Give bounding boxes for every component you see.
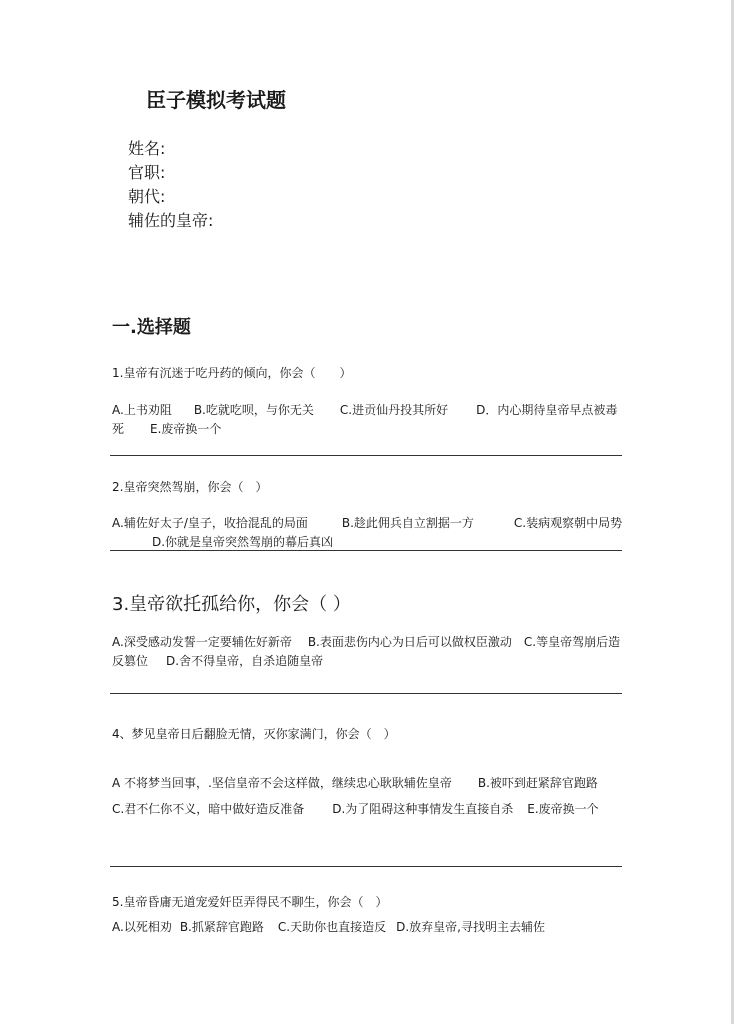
name-field-label: 姓名: [128, 139, 166, 158]
q3-option-b[interactable]: B.表面悲伤内心为日后可以做权臣激动 [307, 635, 512, 649]
q3-option-c[interactable]: C.等皇帝驾崩后造反篡位 [112, 635, 621, 668]
question-5-options [112, 918, 624, 937]
q5-option-a[interactable]: A.以死相劝 [112, 920, 172, 934]
q3-option-d[interactable]: D.舍不得皇帝，自杀追随皇帝 [166, 654, 324, 668]
q4-option-c[interactable]: C.君不仁你不义，暗中做好造反准备 [112, 802, 305, 816]
q1-option-e[interactable]: E.废帝换一个 [150, 422, 222, 436]
q2-option-d[interactable]: D.你就是皇帝突然驾崩的幕后真凶 [152, 535, 334, 549]
q2-option-a[interactable]: A.辅佐好太子/皇子，收拾混乱的局面 [112, 516, 308, 530]
q1-option-a[interactable]: A.上书劝阻 [112, 403, 172, 417]
question-1: 1.皇帝有沉迷于吃丹药的倾向，你会（ ） [112, 366, 352, 380]
question-3: 3.皇帝欲托孤给你，你会（ ） [112, 594, 351, 615]
q5-option-d[interactable]: D.放弃皇帝,寻找明主去辅佐 [396, 920, 545, 934]
dynasty-field-label: 朝代: [128, 187, 166, 206]
q1-option-d[interactable]: D．内心期待皇帝早点被毒死 [112, 403, 618, 436]
q3-option-a[interactable]: A.深受感动发誓一定要辅佐好新帝 [112, 635, 292, 649]
question-3-options [112, 633, 624, 671]
q2-option-b[interactable]: B.趁此佣兵自立割据一方 [341, 516, 474, 530]
q1-option-c[interactable]: C.进贡仙丹投其所好 [339, 403, 449, 417]
official-position-field-label: 官职: [128, 163, 166, 182]
question-4-options [112, 770, 624, 822]
question-5: 5.皇帝昏庸无道宠爱奸臣弄得民不聊生，你会（ ） [112, 895, 388, 909]
q4-option-a[interactable]: A 不将梦当回事，.坚信皇帝不会这样做，继续忠心耿耿辅佐皇帝 [112, 776, 452, 790]
q4-option-b[interactable]: B.被吓到赶紧辞官跑路 [477, 776, 598, 790]
q2-option-c[interactable]: C.装病观察朝中局势 [513, 516, 623, 530]
q5-option-b[interactable]: B.抓紧辞官跑路 [179, 920, 264, 934]
q1-option-b[interactable]: B.吃就吃呗，与你无关 [193, 403, 314, 417]
separator-line [110, 866, 622, 867]
q4-option-d[interactable]: D.为了阻碍这种事情发生直接自杀 [332, 802, 514, 816]
separator-line [110, 550, 622, 551]
question-2-options [112, 514, 624, 552]
question-1-options [112, 401, 624, 439]
exam-title: 臣子模拟考试题 [146, 88, 286, 112]
q4-option-e[interactable]: E.废帝换一个 [527, 802, 599, 816]
q5-option-c[interactable]: C.天助你也直接造反 [277, 920, 387, 934]
question-4: 4、梦见皇帝日后翻脸无情，灭你家满门，你会（ ） [112, 727, 396, 741]
section-title: 一.选择题 [112, 317, 191, 338]
separator-line [110, 455, 622, 456]
separator-line [110, 693, 622, 694]
emperor-field-label: 辅佐的皇帝: [128, 211, 214, 230]
question-2: 2.皇帝突然驾崩，你会（ ） [112, 480, 268, 494]
